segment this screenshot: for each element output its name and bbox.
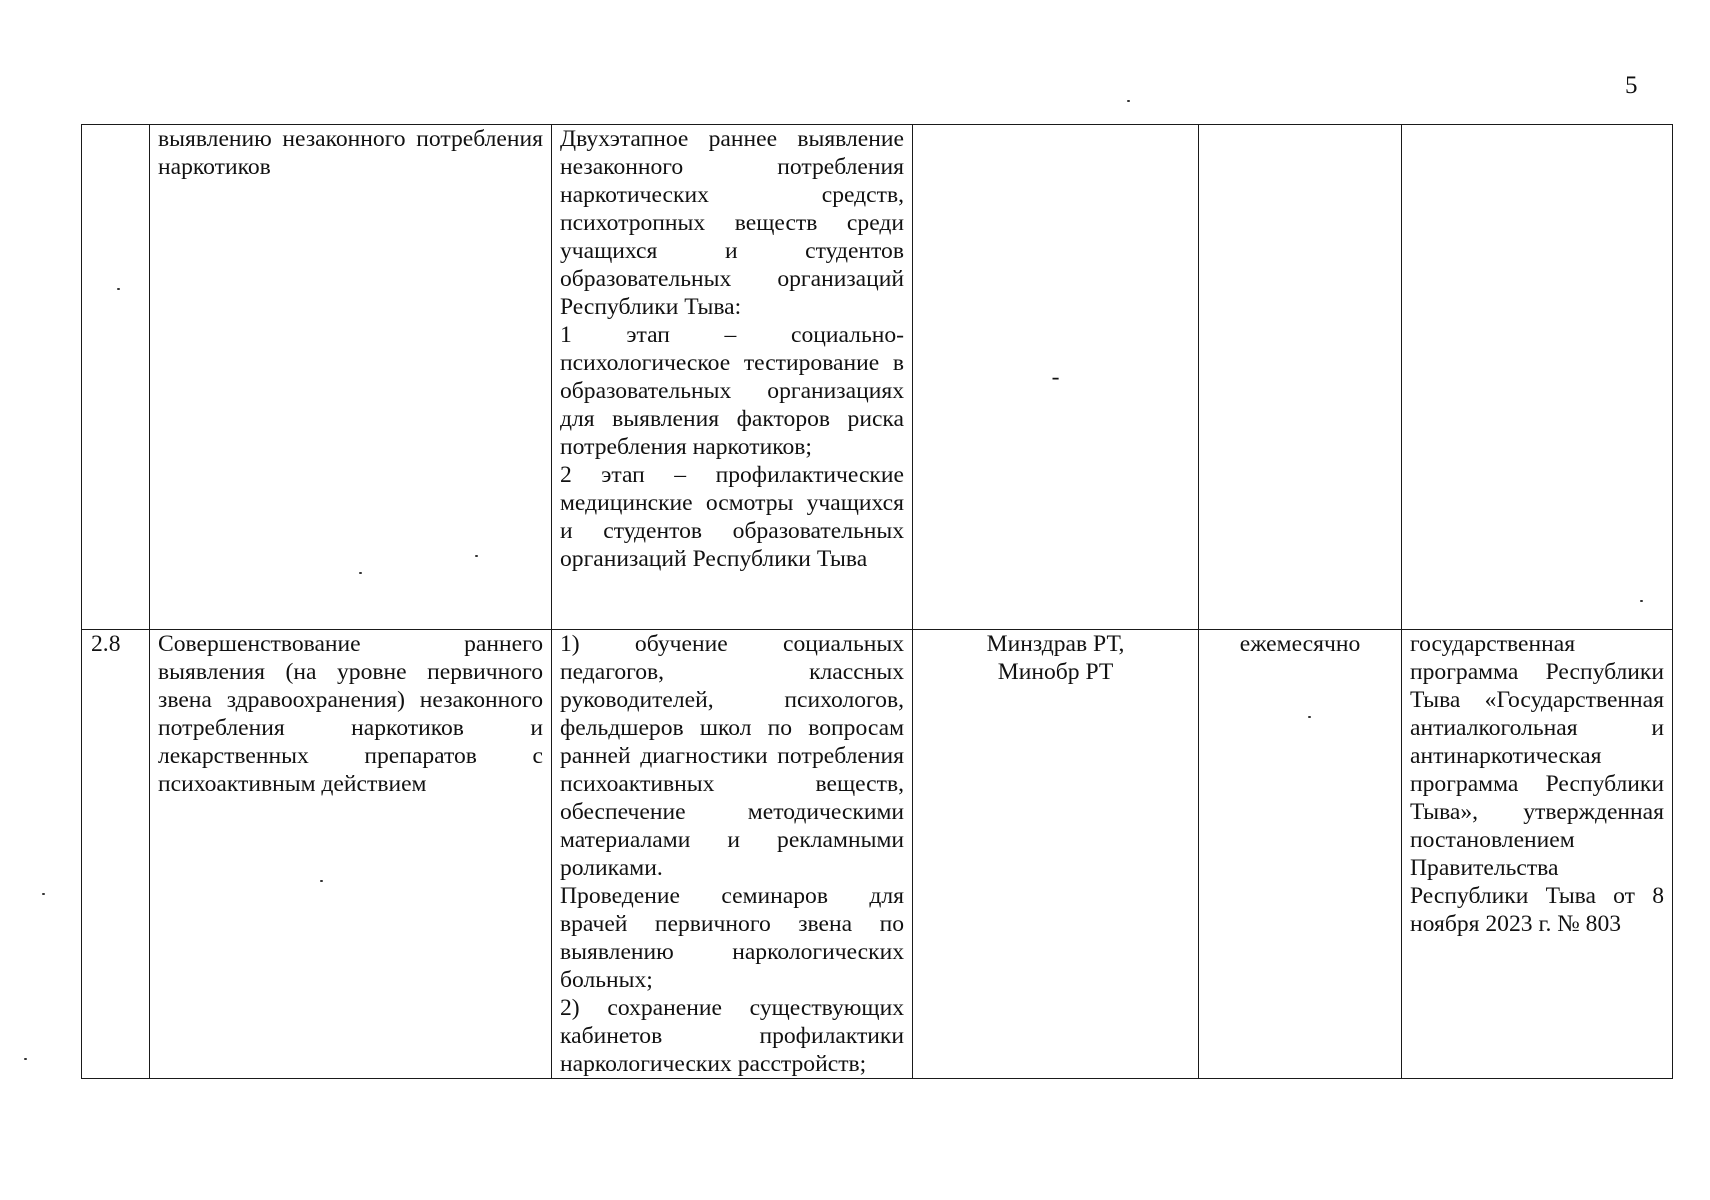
executor-line: Минобр РТ [997, 659, 1114, 685]
scan-speck [24, 1058, 27, 1060]
content-paragraph: 1 этап – социально-психологическое тестирование в образовательных организациях для выявления факторов риска потребления наркотиков; [560, 322, 904, 460]
scan-speck [1640, 600, 1643, 602]
content-cell [552, 630, 913, 1079]
content-cell [552, 125, 913, 630]
measure-cell: Совершенствование раннего выявления (на уровне первичного звена здравоохранения) незаконного потребления наркотиков и лекарственных препаратов с психоактивным действием [150, 630, 552, 1079]
scan-speck [117, 288, 120, 290]
table-row [82, 125, 1673, 630]
content-paragraph: 1) обучение социальных педагогов, классных руководителей, психологов, фельдшеров школ по вопросам ранней диагностики потребления психоактивных веществ, обеспечение методическими материалами и рекламными роликами. [560, 631, 904, 881]
executor-cell: - [913, 125, 1199, 630]
scan-speck [42, 893, 45, 895]
scan-speck [320, 880, 323, 882]
deadline-cell [1199, 125, 1402, 630]
scan-speck [475, 555, 478, 557]
program-cell [1402, 125, 1673, 630]
scan-speck [1308, 716, 1311, 718]
executor-cell [913, 630, 1199, 1079]
executor-line: Минздрав РТ, [986, 631, 1125, 657]
content-paragraph: 2) сохранение существующих кабинетов профилактики наркологических расстройств; [560, 995, 904, 1077]
content-paragraph: Двухэтапное раннее выявление незаконного потребления наркотических средств, психотропных веществ среди учащихся и студентов образовательных организаций Республики Тыва: [560, 126, 904, 320]
measures-table [81, 124, 1673, 1079]
row-number-cell [82, 125, 150, 630]
row-number-cell: 2.8 [82, 630, 150, 1079]
measure-cell: выявлению незаконного потребления наркотиков [150, 125, 552, 630]
content-paragraph: 2 этап – профилактические медицинские осмотры учащихся и студентов образовательных организаций Республики Тыва [560, 462, 904, 572]
scan-speck [1127, 100, 1130, 102]
program-cell: государственная программа Республики Тыва «Государственная антиалкогольная и антинаркотическая программа Республики Тыва», утвержденная постановлением Правительства Республики Тыва от 8 ноября 2023 г. № 803 [1402, 630, 1673, 1079]
table-row [82, 630, 1673, 1079]
scan-speck [359, 572, 362, 574]
deadline-cell: ежемесячно [1199, 630, 1402, 1079]
content-paragraph: Проведение семинаров для врачей первичного звена по выявлению наркологических больных; [560, 883, 904, 993]
page-number: 5 [1625, 72, 1638, 99]
